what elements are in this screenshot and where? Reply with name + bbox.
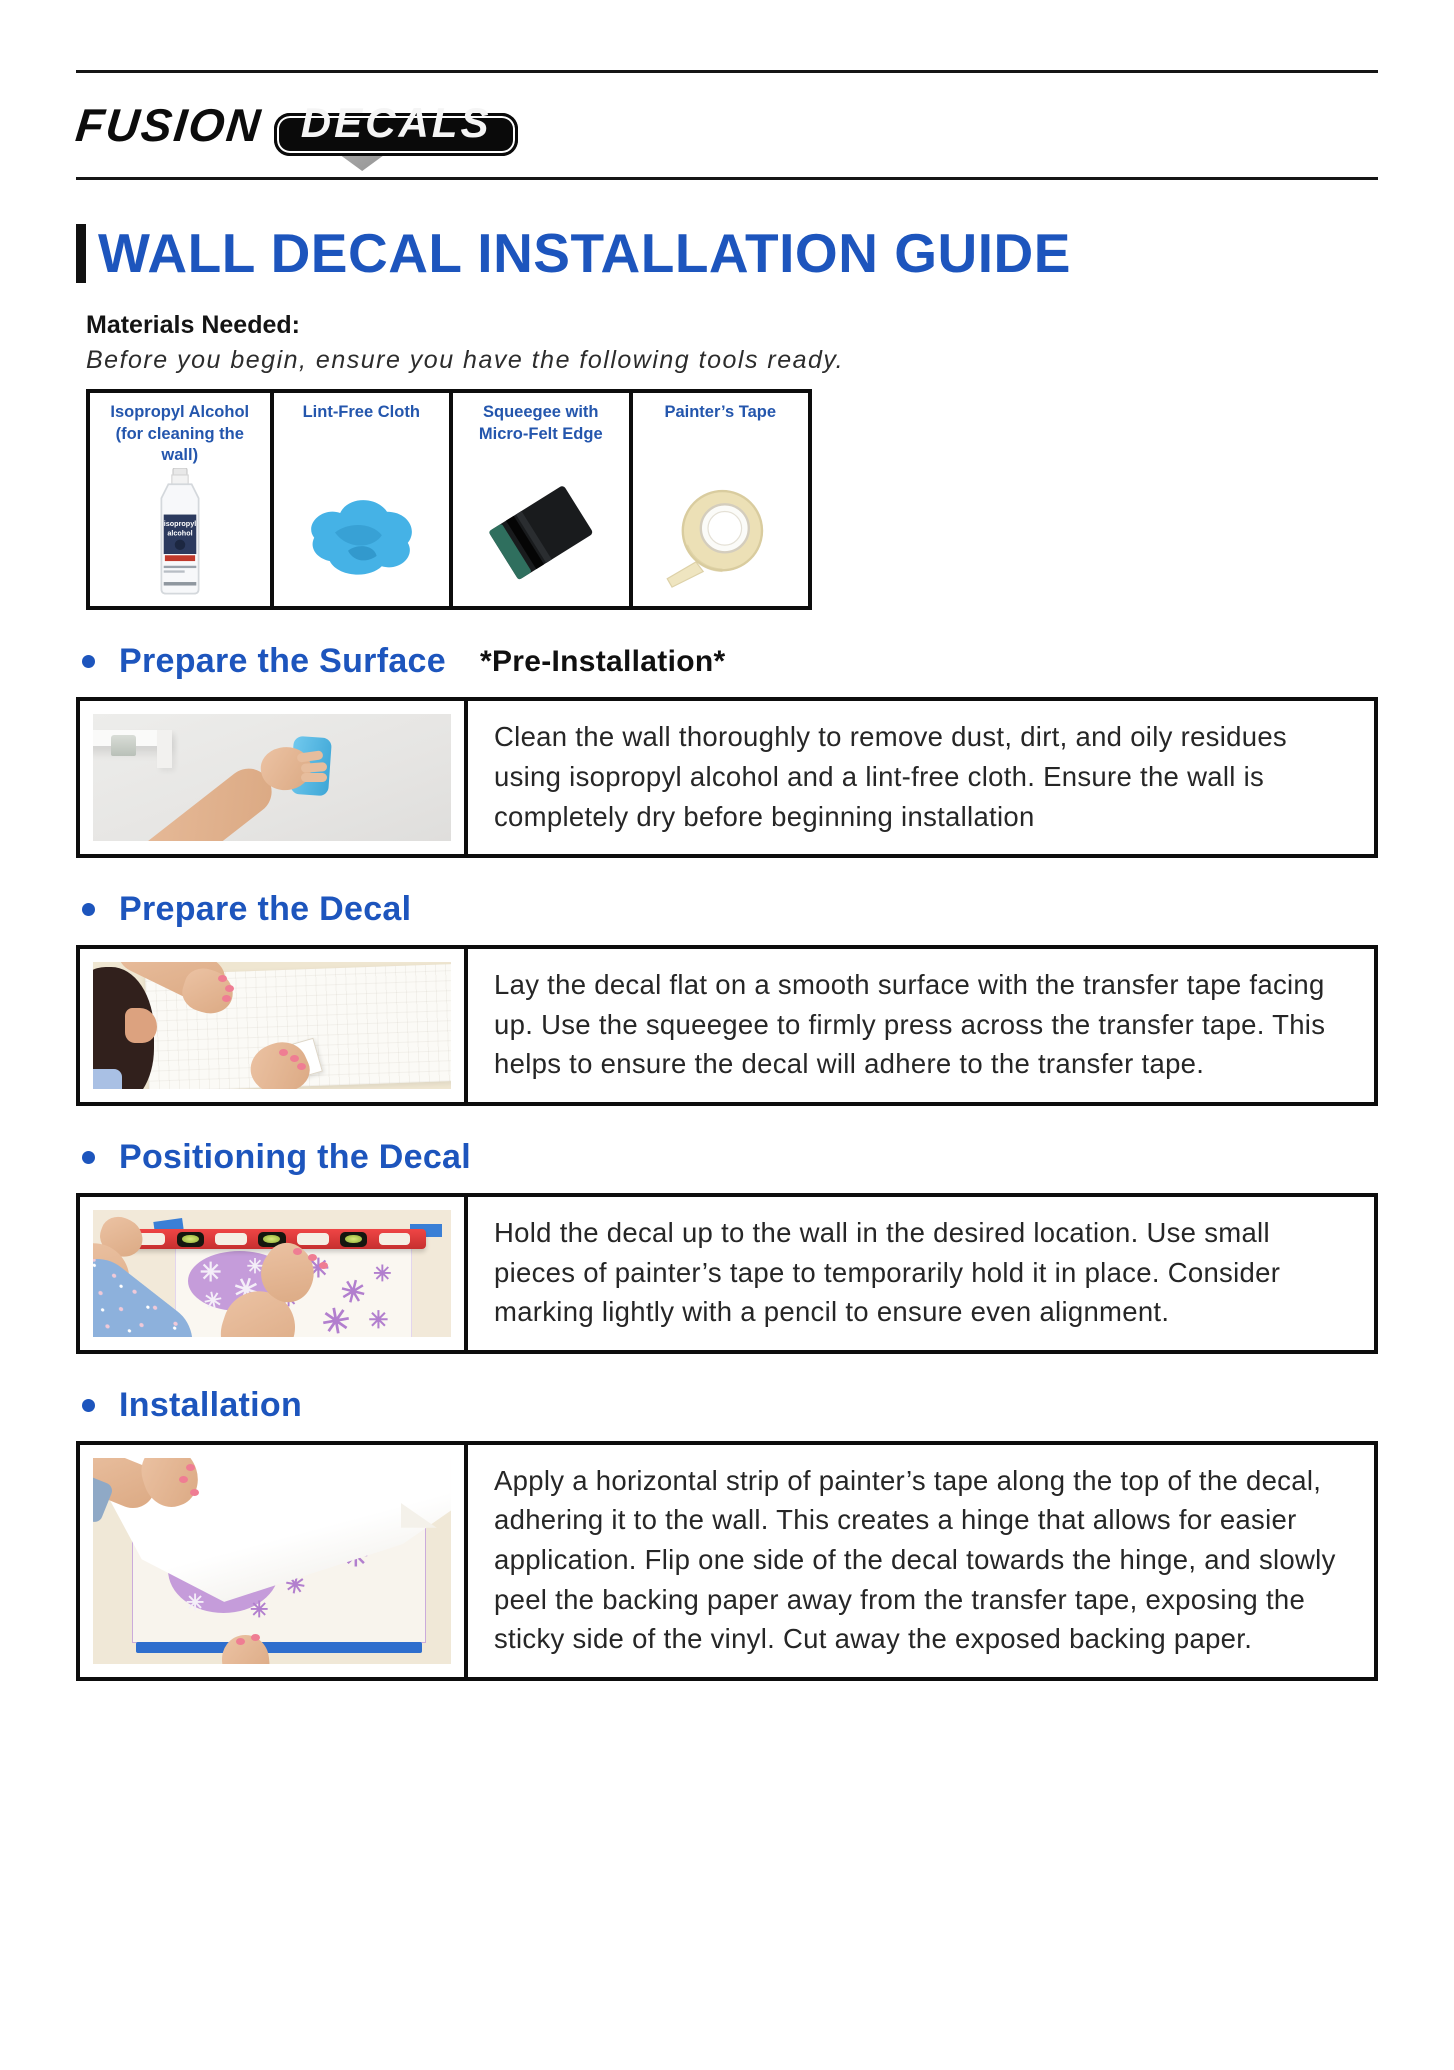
level-vial: [340, 1232, 367, 1247]
step-title: Prepare the Surface: [119, 642, 446, 681]
step-instructions: Hold the decal up to the wall in the desired location. Use small pieces of painter’s tape to temporarily hold it in place. Consider marking lightly with a pencil to ensure even alignment.: [494, 1216, 1281, 1328]
materials-heading: Materials Needed:: [86, 311, 300, 340]
material-cell-isopropyl-alcohol: [90, 393, 270, 606]
materials-table: [86, 389, 812, 610]
painters-tape-image: [639, 468, 803, 596]
step-note: *Pre-Installation*: [479, 644, 726, 678]
material-label: Squeegee with Micro-Felt Edge: [478, 403, 603, 443]
bullet-dot-icon: [82, 1399, 95, 1412]
brand-wordmark-fusion: FUSION: [73, 99, 265, 151]
jar: [111, 735, 136, 757]
brand-wordmark-decals: DECALS: [300, 99, 492, 146]
logo-divider: [76, 177, 1378, 180]
material-cell-painters-tape: [629, 393, 809, 606]
page-title: WALL DECAL INSTALLATION GUIDE: [98, 222, 1071, 284]
step-instructions: Lay the decal flat on a smooth surface with the transfer tape facing up. Use the squeegee to firmly press across the transfer tape. This helps to ensure the decal will adhere to the transfer tape.: [494, 969, 1326, 1080]
step-instructions: Clean the wall thoroughly to remove dust, dirt, and oily residues using isopropyl alcohol and a lint-free cloth. Ensure the wall is completely dry before beginning installation: [494, 721, 1287, 832]
step-heading-prepare-surface: [76, 642, 1378, 681]
sleeve: [93, 1069, 122, 1089]
level-positioning-photo: [93, 1210, 451, 1337]
bullet-dot-icon: [82, 655, 95, 668]
material-cell-lint-free-cloth: [270, 393, 450, 606]
step-title: Positioning the Decal: [119, 1137, 472, 1176]
bullet-dot-icon: [82, 1151, 95, 1164]
peel-backing-photo: [93, 1458, 451, 1664]
step-heading-prepare-decal: [76, 890, 1378, 929]
step-box-installation: [76, 1441, 1378, 1681]
step-heading-installation: [76, 1386, 1378, 1425]
step-box-positioning-decal: [76, 1193, 1378, 1354]
material-label: Lint-Free Cloth: [302, 403, 420, 422]
bottle-label-line2: alcohol: [167, 528, 193, 538]
materials-subheading: Before you begin, ensure you have the following tools ready.: [86, 346, 845, 375]
step-box-prepare-surface: [76, 697, 1378, 858]
bullet-dot-icon: [82, 903, 95, 916]
step-title: Installation: [119, 1385, 303, 1424]
painters-tape-strip: [136, 1642, 422, 1653]
material-cell-squeegee: [449, 393, 629, 606]
material-label: Isopropyl Alcohol (for cleaning the wall): [110, 403, 250, 465]
document-page: [0, 70, 1454, 1771]
bottle-label-line1: isopropyl: [163, 519, 196, 529]
title-block: [76, 224, 1378, 283]
wall-cleaning-photo: [93, 714, 451, 841]
step-heading-positioning-decal: [76, 1138, 1378, 1177]
title-accent-bar: [76, 224, 86, 283]
step-title: Prepare the Decal: [119, 890, 412, 929]
level-vial: [177, 1232, 204, 1247]
squeegee-image: [459, 468, 623, 596]
spirit-level: [118, 1229, 426, 1249]
lint-free-cloth-image: [280, 468, 444, 596]
material-label: Painter’s Tape: [664, 403, 777, 422]
brand-badge: [274, 99, 519, 147]
step-box-prepare-decal: [76, 945, 1378, 1106]
arm: [93, 759, 280, 841]
step-instructions: Apply a horizontal strip of painter’s tape along the top of the decal, adhering it to the wall. This creates a hinge that allows for easier application. Flip one side of the decal towards the hinge, and slowly peel the backing paper away from the transfer tape, exposing the sticky side of the vinyl. Cut away the exposed backing paper.: [494, 1464, 1336, 1655]
bottom-whitespace: [76, 1681, 1378, 1771]
alcohol-bottle-image: [96, 468, 264, 596]
brand-logo: [73, 73, 1378, 177]
squeegee-pressing-photo: [93, 962, 451, 1089]
